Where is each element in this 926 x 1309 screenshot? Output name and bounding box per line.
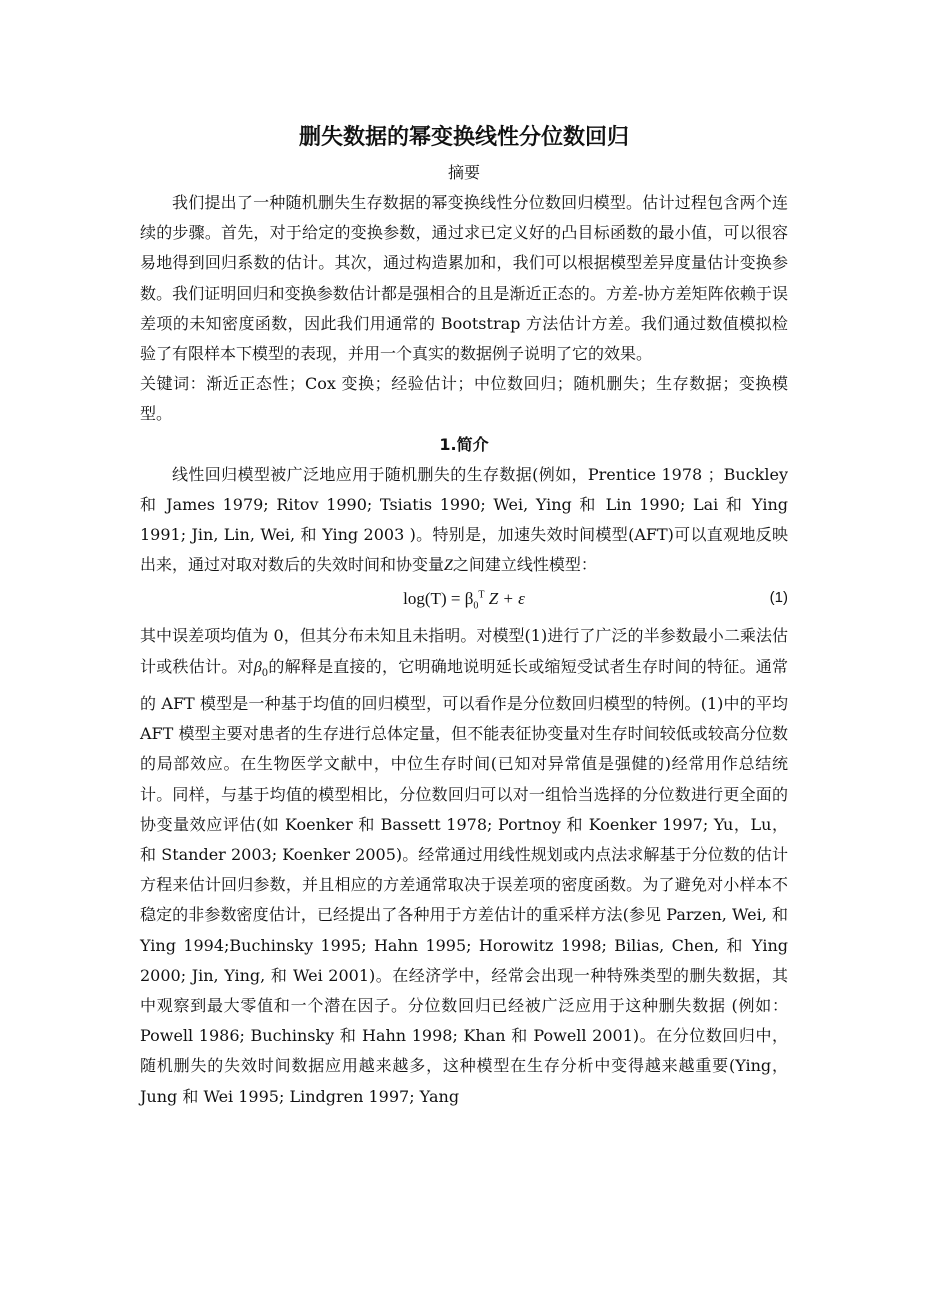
intro-paragraph-1-end: 之间建立线性模型： — [452, 555, 597, 575]
beta-symbol: β — [253, 658, 262, 676]
section-heading-introduction: 1.简介 — [439, 434, 489, 454]
intro-paragraph-2-rest: 的解释是直接的，它明确地说明延长或缩短受试者生存时间的特征。通常的 AFT 模型是一种基于均值的回归模型，可以看作是分位数回归模型的特例。(1)中的平均 AFT 模型主要对患者的生存进行总体定量，但不能表征协变量对生存时间较低或较高分位数的局部效应。在生物医学文献中，中位生存时间(已知对异常值是强健的)经常用作总结统计。同样，与基于均值的模型相比，分位数回归可以对一组恰当选择的分位数进行更全面的协变量效应评估(如 Koenker 和 Bassett 1978; Portnoy 和 Koenker 1997; Yu，Lu，和 Stander 2003; Koenker 2005)。经常通过用线性规划或内点法求解基于分位数的估计方程来估计回归参数，并且相应的方差通常取决于误差项的密度函数。为了避免对小样本不稳定的非参数密度估计，已经提出了各种用于方差估计的重采样方法(参见 Parzen, Wei, 和 Ying 1994;Buchinsky 1995; Hahn 1995; Horowitz 1998; Bilias, Chen, 和 Ying 2000; Jin, Ying, 和 Wei 2001)。在经济学中，经常会出现一种特殊类型的删失数据，其中观察到最大零值和一个潜在因子。分位数回归已经被广泛应用于这种删失数据 (例如：Powell 1986; Buchinsky 和 Hahn 1998; Khan 和 Powell 2001)。在分位数回归中，随机删失的失效时间数据应用越来越多，这种模型在生存分析中变得越来越重要(Ying，Jung 和 Wei 1995; Lindgren 1997; Yang — [140, 656, 788, 1106]
beta-superscript: T — [478, 589, 485, 601]
intro-paragraph-1-text: 线性回归模型被广泛地应用于随机删失的生存数据(例如，Prentice 1978 ；Buckley 和 James 1979; Ritov 1990; Tsiatis 1990; Wei, Ying 和 Lin 1990; Lai 和 Ying 1991; Jin, Lin, Wei, 和 Ying 2003 )。特别是，加速失效时间模型(AFT)可以直观地反映出来，通过对取对数后的失效时间和协变量 — [140, 464, 788, 575]
paper-page — [140, 118, 788, 1112]
equation-number: (1) — [769, 589, 788, 607]
variable-z: Z — [444, 557, 453, 575]
equation-lhs: log(T) = β — [403, 589, 474, 609]
abstract-heading: 摘要 — [447, 163, 480, 182]
intro-paragraph-1 — [140, 460, 788, 582]
intro-paragraph-2-start: 其中误差项均值为 0，但其分布未知且未指明。对模型(1)进行了广泛的半参数最小二乘法估计或秩估计。对 — [140, 626, 788, 676]
paper-title: 删失数据的幂变换线性分位数回归 — [298, 125, 629, 150]
intro-paragraph-2 — [140, 621, 788, 1111]
beta-subscript: 0 — [473, 600, 479, 612]
equation-formula — [140, 589, 788, 611]
beta-symbol-subscript: 0 — [261, 667, 269, 679]
equation-1 — [140, 581, 788, 621]
equation-rhs: Z + ε — [488, 589, 525, 609]
abstract-body: 我们提出了一种随机删失生存数据的幂变换线性分位数回归模型。估计过程包含两个连续的步骤。首先，对于给定的变换参数，通过求已定义好的凸目标函数的最小值，可以很容易地得到回归系数的估计。其次，通过构造累加和，我们可以根据模型差异度量估计变换参数。我们证明回归和变换参数估计都是强相合的且是渐近正态的。方差-协方差矩阵依赖于误差项的未知密度函数，因此我们用通常的 Bootstrap 方法估计方差。我们通过数值模拟检验了有限样本下模型的表现，并用一个真实的数据例子说明了它的效果。 — [140, 193, 788, 364]
keywords: 关键词：渐近正态性；Cox 变换；经验估计；中位数回归；随机删失；生存数据；变换模型。 — [140, 374, 788, 424]
